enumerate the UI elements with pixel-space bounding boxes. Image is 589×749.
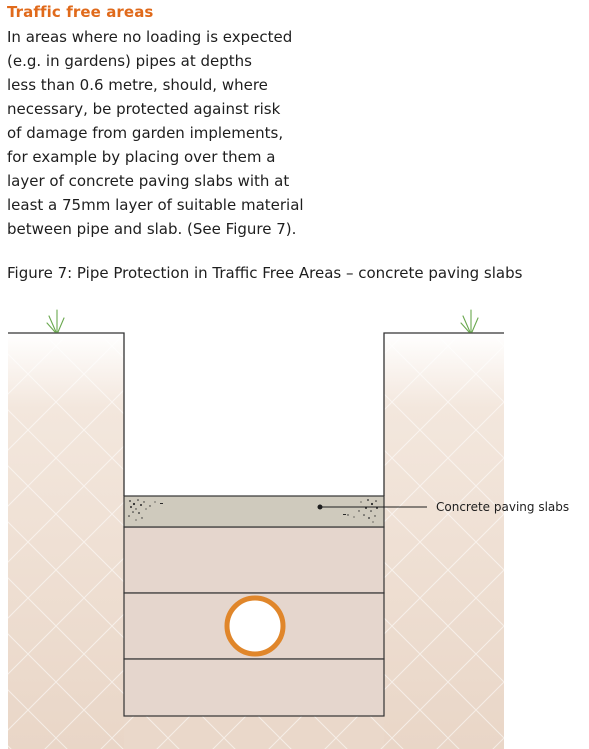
pipe [227,598,283,654]
paragraph-line: less than 0.6 metre, should, where [7,76,268,94]
paving-slab-body [124,496,384,527]
paragraph-line: layer of concrete paving slabs with at [7,172,290,190]
pipe-ring [227,598,283,654]
paragraph-line: necessary, be protected against risk [7,100,281,118]
paragraph-line: of damage from garden implements, [7,124,284,142]
grass-tuft-left [47,310,64,332]
figure-caption: Figure 7: Pipe Protection in Traffic Free Areas – concrete paving slabs [7,264,523,282]
paragraph-line: for example by placing over them a [7,148,276,166]
paragraph-line: (e.g. in gardens) pipes at depths [7,52,252,70]
body-paragraph [7,25,337,241]
trench-diagram [0,290,589,749]
paragraph-line: least a 75mm layer of suitable material [7,196,304,214]
backfill-layer [124,527,384,593]
paragraph-line: In areas where no loading is expected [7,28,293,46]
section-heading: Traffic free areas [7,3,154,21]
callout-label: Concrete paving slabs [436,500,570,514]
backfill-layer [124,659,384,716]
paving-slab [124,496,384,527]
paragraph-line: between pipe and slab. (See Figure 7). [7,220,297,238]
grass-tuft-right [461,310,478,332]
